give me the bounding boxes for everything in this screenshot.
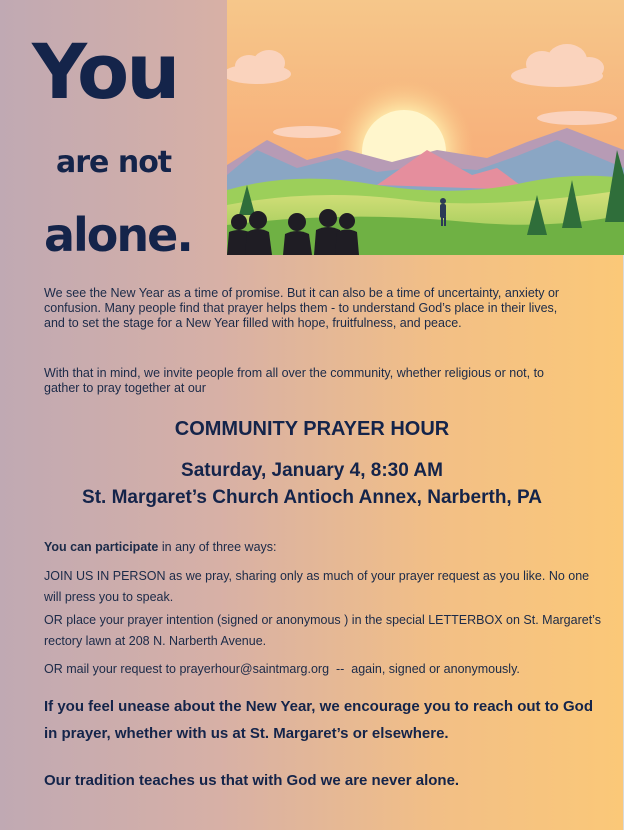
headline-are-not: are not bbox=[56, 145, 172, 180]
headline-you: You bbox=[32, 27, 178, 116]
event-datetime: Saturday, January 4, 8:30 AM bbox=[181, 460, 443, 481]
participate-intro bbox=[44, 537, 604, 558]
intro-paragraph-2: With that in mind, we invite people from all over the community, whether religious or not, to gather to pray together at our bbox=[44, 366, 544, 395]
way-letterbox: OR place your prayer intention (signed or anonymous ) in the special LETTERBOX on St. Margaret’s rectory lawn at 208 N. Narberth Avenue. bbox=[44, 613, 601, 648]
closing-encouragement: If you feel unease about the New Year, we encourage you to reach out to God in prayer, whether with us at St. Margaret’s or elsewhere. bbox=[44, 698, 594, 742]
intro-paragraph-1: We see the New Year as a time of promise. But it can also be a time of uncertainty, anxiety or confusion. Many people find that prayer helps them - to understand God’s place in their lives, and to set the stage for a New Year filled with hope, fruitfulness, and peace. bbox=[44, 286, 560, 330]
headline-alone: alone. bbox=[44, 208, 192, 262]
sunrise-landscape-icon bbox=[227, 0, 624, 255]
way-mail-prefix: OR mail your request to bbox=[44, 662, 180, 676]
event-location: St. Margaret’s Church Antioch Annex, Narberth, PA bbox=[82, 487, 542, 508]
headline bbox=[0, 0, 226, 262]
way-mail bbox=[44, 659, 604, 680]
email-link[interactable]: prayerhour@saintmarg.org bbox=[179, 662, 330, 676]
closing-tradition: Our tradition teaches us that with God we are never alone. bbox=[44, 772, 460, 789]
event-title: COMMUNITY PRAYER HOUR bbox=[174, 418, 450, 440]
participate-lead-rest: in any of three ways: bbox=[158, 540, 277, 554]
way-mail-suffix: -- again, signed or anonymously. bbox=[329, 662, 520, 676]
participate-lead-bold: You can participate bbox=[44, 540, 159, 554]
way-in-person: JOIN US IN PERSON as we pray, sharing only as much of your prayer request as you like. No one will press you to speak. bbox=[44, 569, 590, 604]
